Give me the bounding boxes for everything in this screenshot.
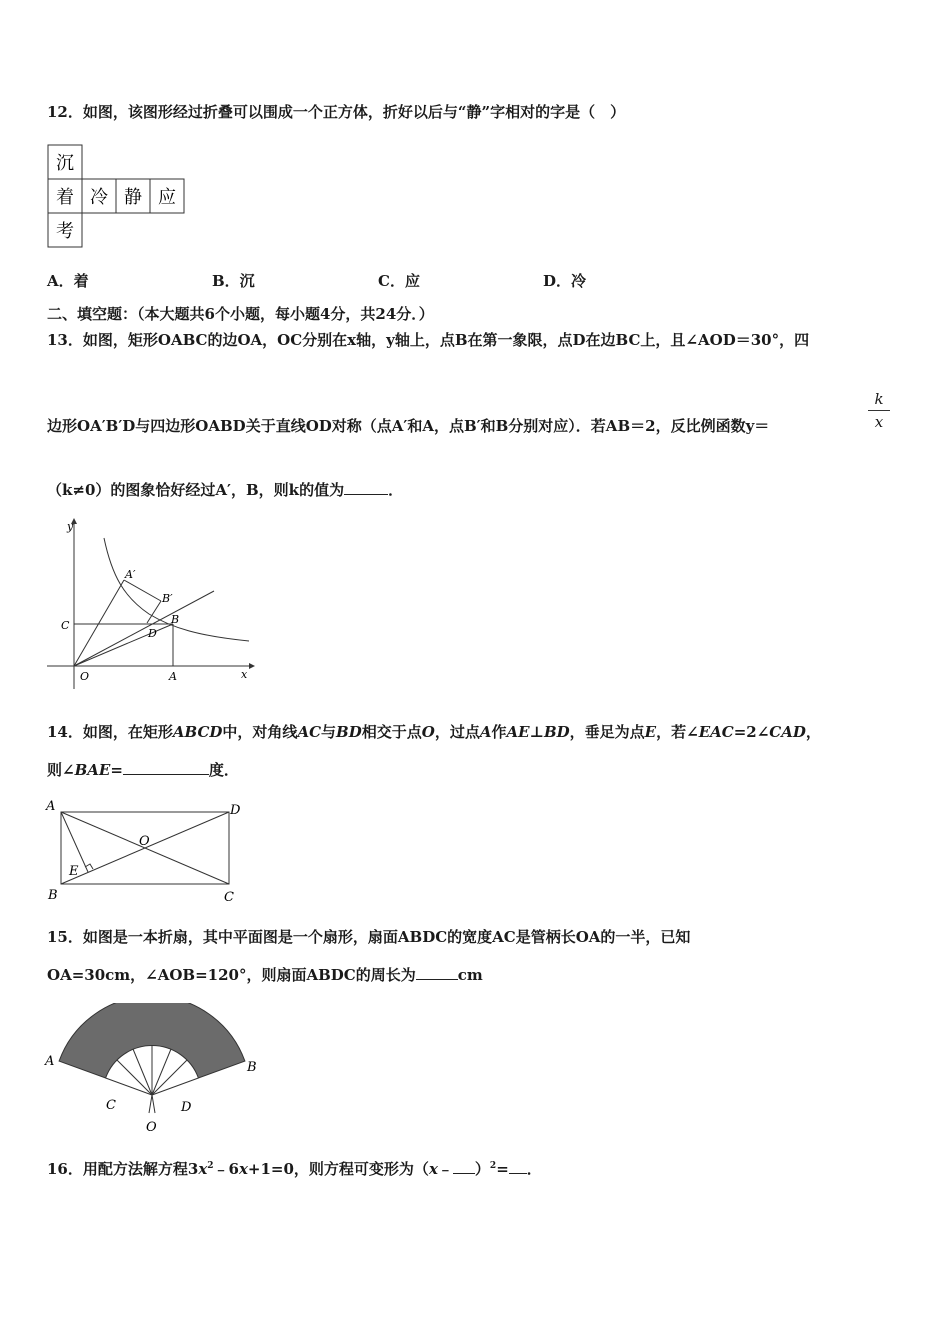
net-char: 冷: [90, 187, 108, 208]
q12-option-c: C．应: [378, 272, 420, 290]
label-a-prime: A′: [125, 568, 136, 581]
q16-exponent: 2: [489, 1161, 497, 1171]
q14-var: O: [421, 723, 435, 741]
q16-text: 16．用配方法解方程3: [47, 1160, 199, 1178]
label-o: O: [139, 834, 150, 849]
q15-text: cm: [457, 966, 483, 984]
q14-text: =: [110, 761, 123, 779]
label-b: B: [48, 888, 58, 903]
frac-denominator: x: [874, 413, 884, 431]
label-c: C: [106, 1098, 116, 1113]
q12-text: 12．如图，该图形经过折叠可以围成一个正方体，折好以后与“静”字相对的字是（ ）: [47, 103, 626, 121]
q16-text: ．: [526, 1160, 542, 1178]
q14-var: AC: [297, 723, 322, 741]
q14-text: 与: [321, 723, 337, 741]
q14-line2: [47, 759, 239, 780]
answer-blank: [123, 759, 209, 775]
label-x: x: [241, 668, 248, 681]
label-e: E: [69, 864, 79, 879]
q14-var: CAD: [769, 723, 806, 741]
q13-line3: [47, 479, 403, 500]
q14-var: BD: [543, 723, 570, 741]
q15-line1: 15．如图是一本折扇，其中平面图是一个扇形，扇面ABDC的宽度AC是管柄长OA的一半，已知: [47, 928, 691, 946]
answer-blank: [416, 964, 458, 980]
q14-line1: [47, 722, 821, 742]
q15-text: OA=30cm，∠AOB=120°，则扇面ABDC的周长为: [47, 966, 416, 984]
q16-var: x: [428, 1160, 438, 1178]
q15-line2: [47, 964, 483, 985]
q14-var: EAC: [698, 723, 734, 741]
q12-cube-net: [46, 143, 186, 251]
label-a: A: [45, 1054, 55, 1069]
q14-text: ，过点: [434, 723, 480, 741]
q12-option-d: D．冷: [543, 272, 587, 290]
net-char: 考: [56, 221, 74, 242]
q12-option-b: B．沉: [212, 272, 255, 290]
q16-text: +1=0，则方程可变形为（: [247, 1160, 429, 1178]
q16-text: ）: [474, 1160, 490, 1178]
q13-line2: 边形OA′B′D与四边形OABD关于直线OD对称（点A′和A，点B′和B分别对应）．若AB＝2，反比例函数y＝: [47, 417, 770, 435]
answer-blank: [453, 1158, 475, 1174]
q13-line3-text: （k≠0）的图象恰好经过A′，B，则k的值为: [47, 481, 345, 499]
q14-text: 中，对角线: [222, 723, 298, 741]
label-b: B: [171, 613, 180, 626]
q14-text: 14．如图，在矩形: [47, 723, 173, 741]
label-c: C: [61, 619, 70, 632]
q16-text: ﹣6: [213, 1160, 239, 1178]
q16-text: ﹣: [437, 1160, 453, 1178]
label-a: A: [46, 799, 56, 814]
answer-blank: [344, 479, 388, 495]
q14-var: A: [479, 723, 492, 741]
q16-text: =: [496, 1160, 509, 1178]
label-y: y: [67, 520, 74, 533]
q16-var: x: [198, 1160, 208, 1178]
label-o: O: [80, 670, 90, 683]
frac-bar: [868, 410, 890, 411]
q14-var: E: [644, 723, 657, 741]
q14-var: BD: [336, 723, 362, 741]
label-b-prime: B′: [162, 592, 173, 605]
label-a: A: [169, 670, 177, 683]
label-c: C: [224, 890, 234, 905]
net-char: 静: [124, 187, 142, 208]
q15-fan-figure: [44, 1003, 264, 1135]
q14-text: ⊥: [529, 723, 544, 741]
q14-text: =2∠: [733, 723, 770, 741]
answer-blank: [509, 1158, 527, 1174]
net-char: 沉: [56, 153, 74, 174]
label-d: D: [148, 627, 157, 640]
net-char: 着: [56, 187, 74, 208]
q14-var: ABCD: [172, 723, 223, 741]
q14-text: 相交于点: [361, 723, 422, 741]
net-char: 应: [158, 187, 176, 208]
q13-line3-end: ．: [388, 481, 404, 499]
q14-text: ，: [805, 723, 821, 741]
frac-numerator: k: [874, 390, 884, 408]
q14-text: 度．: [208, 761, 239, 779]
q16-line: [47, 1156, 542, 1179]
q14-figure: [44, 795, 244, 907]
label-d: D: [181, 1100, 192, 1115]
q14-text: 则∠: [47, 761, 75, 779]
q16-var: x: [238, 1160, 248, 1178]
label-b: B: [247, 1060, 257, 1075]
q14-var: AE: [506, 723, 530, 741]
label-d: D: [230, 803, 241, 818]
q13-figure: [44, 514, 259, 690]
section-title: 二、填空题：（本大题共6个小题，每小题4分，共24分．）: [47, 305, 434, 323]
q13-line1: 13．如图，矩形OABC的边OA，OC分别在x轴，y轴上，点B在第一象限，点D在边BC上，且∠AOD＝30°，四: [47, 331, 810, 349]
q14-text: ，垂足为点: [569, 723, 645, 741]
q12-option-a: A．着: [47, 272, 89, 290]
q13-fraction: [868, 390, 890, 431]
q14-var: BAE: [74, 761, 111, 779]
q16-exponent: 2: [207, 1161, 214, 1171]
label-o: O: [146, 1120, 157, 1135]
q14-text: 作: [491, 723, 507, 741]
q14-text: ，若∠: [656, 723, 699, 741]
